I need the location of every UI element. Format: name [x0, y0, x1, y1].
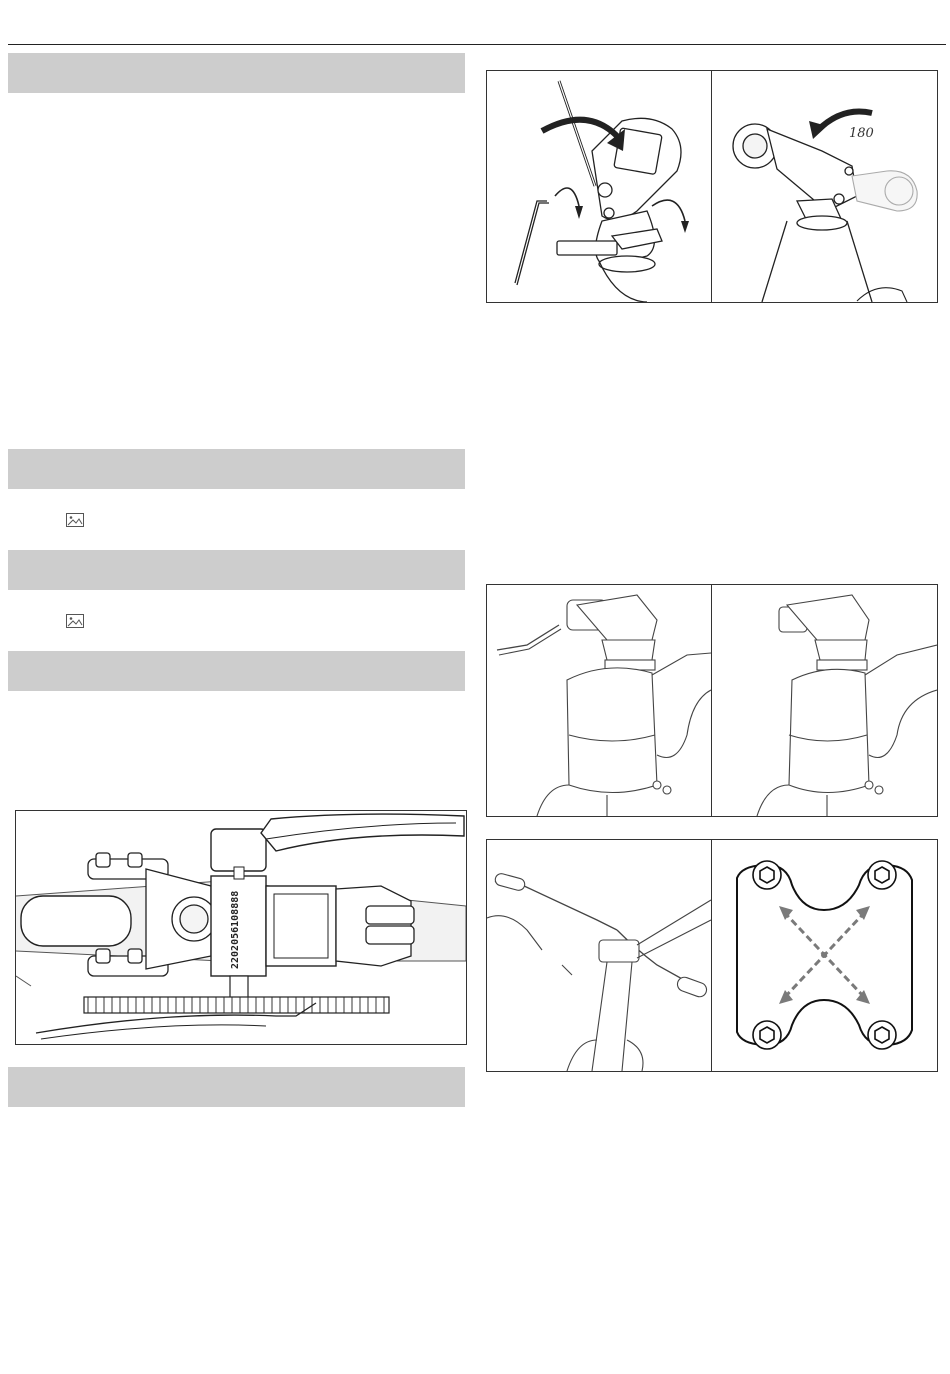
panel-divider: [711, 71, 712, 302]
serial-number-text: 2202056108888: [230, 890, 241, 969]
section-header-bar-1: [8, 53, 465, 93]
figure-faceplate-bolt-pattern: [486, 839, 938, 1072]
rotation-180-label: 180: [849, 126, 874, 141]
section-header-bar-5: [8, 1067, 465, 1107]
panel-divider: [711, 840, 712, 1071]
image-placeholder-icon: [66, 614, 84, 628]
page-top-rule: [8, 44, 946, 45]
image-placeholder-icon: [66, 513, 84, 527]
section-header-bar-4: [8, 651, 465, 691]
section-header-bar-2: [8, 449, 465, 489]
figure-repair-stand-clamp: [15, 810, 467, 1045]
panel-divider: [711, 585, 712, 816]
section-header-bar-3: [8, 550, 465, 590]
figure-stem-rotation: [486, 70, 938, 303]
figure-stem-clamp-tighten: [486, 584, 938, 817]
